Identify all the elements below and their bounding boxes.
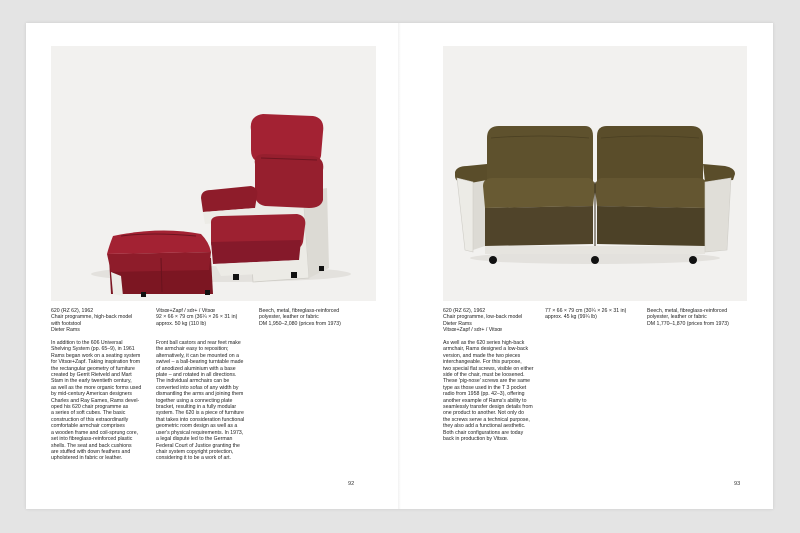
text-line: by mid-century American designers xyxy=(51,391,133,398)
caption-materials xyxy=(647,308,729,327)
text-line: as well as the more organic forms used xyxy=(51,384,142,391)
caption-line: 92 × 66 × 79 cm (36¼ × 26 × 31 in) xyxy=(156,314,238,321)
caption-line: with footstool xyxy=(51,320,82,327)
text-line: geometric room design as well as a xyxy=(156,423,238,430)
text-line: a wooden frame and coil-sprung core, xyxy=(51,429,139,436)
text-line: comfortable armchair comprises xyxy=(51,423,125,430)
body-text-column-2 xyxy=(156,340,256,462)
text-line: are stuffed with down feathers and xyxy=(51,448,131,455)
text-line: considering it to be a work of art. xyxy=(156,455,231,462)
text-line: armchair, Rams designed a low-back xyxy=(443,346,529,353)
text-line: interchangeable. For this purpose, xyxy=(443,359,522,366)
text-line: Both chair configurations are today xyxy=(443,429,524,436)
text-line: radio from 1958 (pp. 42–3), offering xyxy=(443,391,525,398)
caption-line: approx. 50 kg (110 lb) xyxy=(156,320,207,327)
text-line: a legal dispute led to the German xyxy=(156,436,233,443)
text-line: system. The 620 is a piece of furniture xyxy=(156,410,244,417)
caption-line: Beech, metal, fibreglass-reinforced xyxy=(259,308,340,314)
text-line: version, and made the two pieces xyxy=(443,352,521,359)
text-line: side of the chair, must be loosened. xyxy=(443,372,525,379)
text-line: they also add a functional aesthetic. xyxy=(443,423,526,430)
text-line: upholstered in fabric or leather. xyxy=(51,455,123,462)
caption-specs xyxy=(156,308,237,327)
book-spread xyxy=(26,23,773,509)
caption-model xyxy=(443,308,522,334)
caption-line: polyester, leather or fabric xyxy=(647,314,707,321)
left-page xyxy=(26,23,399,509)
text-line: together using a connecting plate xyxy=(156,397,233,404)
caption-line: Beech, metal, fibreglass-reinforced xyxy=(647,308,728,314)
text-line: the armchair easy to reposition; xyxy=(156,346,229,353)
caption-line: DM 1,770–1,870 (prices from 1973) xyxy=(647,320,729,327)
caption-line: 620 (RZ 62), 1962 xyxy=(443,308,486,314)
text-line: created by Gerrit Rietveld and Mart xyxy=(51,372,132,379)
caption-line: Chair programme, low-back model xyxy=(443,314,523,321)
caption-line: 620 (RZ 62), 1962 xyxy=(51,308,94,314)
high-back-chair-photo xyxy=(51,46,376,301)
text-line: Rams began work on a seating system xyxy=(51,352,141,359)
text-line: that takes into consideration functional xyxy=(156,416,245,423)
caption-line: Vitsœ+Zapf / sdr+ / Vitsœ xyxy=(443,327,503,334)
page-number: 93 xyxy=(734,481,741,487)
text-line: Front ball castors and rear feet make xyxy=(156,340,241,346)
text-line: set into fibreglass-reinforced plastic xyxy=(51,436,133,443)
text-line: user's physical requirements. In 1973, xyxy=(156,429,244,436)
caption-line: DM 1,950–2,080 (prices from 1973) xyxy=(259,320,341,327)
text-line: chair system copyright protection, xyxy=(156,448,234,455)
text-line: the rectangular geometry of furniture xyxy=(51,365,135,372)
caption-line: polyester, leather or fabric xyxy=(259,314,319,321)
text-line: swivel – a ball-bearing turntable made xyxy=(156,359,244,366)
text-line: Stam in the early twentieth century, xyxy=(51,378,132,385)
text-line: bracket, resulting in a fully modular xyxy=(156,404,237,411)
caption-line: Dieter Rams xyxy=(51,327,80,334)
text-line: of anodized aluminium with a base xyxy=(156,365,236,372)
text-line: back in production by Vitsœ. xyxy=(443,436,509,443)
caption-materials xyxy=(259,308,341,327)
text-line: two special flat screws, visible on either xyxy=(443,365,534,372)
body-text-column-1 xyxy=(51,340,151,462)
text-line: one product to another. Not only do xyxy=(443,410,525,417)
caption-line: Chair programme, high-back model xyxy=(51,314,133,321)
caption-line: Vitsœ+Zapf / sdr+ / Vitsœ xyxy=(156,308,216,314)
text-line: These 'pig-nose' screws are the same xyxy=(443,378,531,385)
low-back-sofa-illustration xyxy=(443,46,747,301)
right-page xyxy=(400,23,773,509)
high-back-chair-illustration xyxy=(51,46,376,301)
text-line: converted into sofas of any width by xyxy=(156,384,239,391)
caption-specs xyxy=(545,308,626,321)
text-line: another example of Rams's ability to xyxy=(443,397,527,404)
text-line: construction of this extraordinarily xyxy=(51,416,129,423)
text-line: Charles and Ray Eames, Rams devel- xyxy=(51,397,140,404)
low-back-sofa-photo xyxy=(443,46,747,301)
text-line: for Vitsœ+Zapf. Taking inspiration from xyxy=(51,359,141,366)
text-line: seamlessly transfer design details from xyxy=(443,404,533,411)
text-line: Shelving System (pp. 65–9), in 1961 xyxy=(51,346,135,353)
text-line: type as those used in the T 3 pocket xyxy=(443,384,527,391)
text-line: shells. The seat and back cushions xyxy=(51,442,132,449)
text-line: plate – and rotated in all directions. xyxy=(156,372,237,379)
text-line: dismantling the arms and joining them xyxy=(156,391,244,398)
caption-line: 77 × 66 × 79 cm (30¼ × 26 × 31 in) xyxy=(545,308,627,314)
text-line: alternatively, it can be mounted on a xyxy=(156,352,239,359)
text-line: Federal Court of Justice granting the xyxy=(156,442,240,449)
body-text-column-1 xyxy=(443,340,543,443)
text-line: a series of soft cubes. The basic xyxy=(51,410,126,417)
text-line: oped his 620 chair programme as xyxy=(51,404,129,411)
text-line: The individual armchairs can be xyxy=(156,378,230,385)
text-line: As well as the 620 series high-back xyxy=(443,340,525,346)
text-line: the screws serve a technical purpose, xyxy=(443,416,530,423)
caption-line: approx. 45 kg (99¼ lb) xyxy=(545,314,597,321)
text-line: In addition to the 606 Universal xyxy=(51,340,123,346)
page-number: 92 xyxy=(348,481,355,487)
caption-model xyxy=(51,308,132,334)
caption-line: Dieter Rams xyxy=(443,320,472,327)
